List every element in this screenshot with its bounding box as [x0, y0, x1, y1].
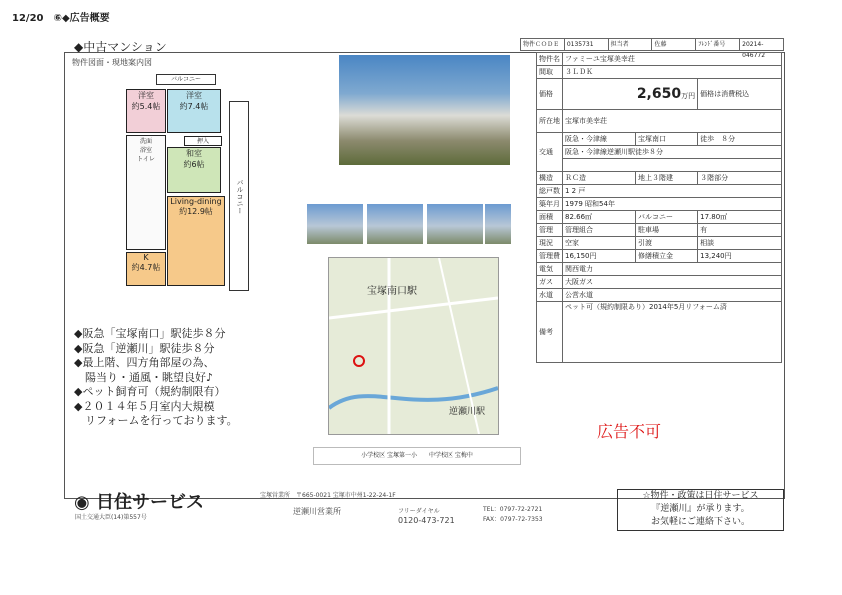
no-ad-stamp: 広告不可: [597, 422, 662, 441]
school-district: 小学校区 宝塚第一小 中学校区 宝梅中: [313, 447, 521, 465]
feature-item: ◆２０１４年５月室内大規模: [74, 399, 215, 413]
map-svg: [329, 258, 498, 434]
free-dial-label: フリーダイヤル: [398, 508, 440, 515]
feature-item: ◆ペット飼育可（規約制限有）: [74, 385, 226, 398]
thumbnail-photo: [427, 204, 483, 244]
area-map: [328, 257, 499, 435]
code-row: 物件ＣＯＤＥ 0135731 担当者 佐藤 ﾌﾚﾝﾄﾞ番号 20214-046772: [520, 38, 784, 51]
balcony-top-label: バルコニー: [156, 74, 216, 85]
logo-icon: ◉: [74, 492, 90, 513]
property-marker: [354, 356, 364, 366]
feature-list: [74, 327, 238, 429]
room-kitchen: K 約4.7帖: [126, 252, 166, 286]
thumbnail-photo: [367, 204, 423, 244]
thumbnail-photo: [307, 204, 363, 244]
section-title: ◆中古マンション: [74, 40, 167, 54]
free-dial-number: 0120-473-721: [398, 516, 455, 525]
company-detail: 宝塚営業所 〒665-0021 宝塚市中州1-22-24-1F: [260, 492, 396, 499]
property-info-table: 物件名 ファミーユ宝塚美幸荘 間取 ３ＬＤＫ 価格 2,650万円 価格は消費税込 所在地 宝塚市美幸荘 交通 阪急・今津線 宝塚南口 徒歩 ８分 阪急・今津線逆瀬川駅徒歩８分 構造 ＲＣ造 地上３階建 ３階部分 総戸数 1 2 戸 築年月 1979 昭和54年 面積 82.66㎡ バルコニー 17.80㎡ 管理 管理組合 駐車場 有 現況 空家 引渡 相談 管理費 16,150円 修繕積立金 13,240円 電気 関西電力 ガス 大阪ガス 水道 公営水道 備考 ペット可（規約制限あり）2014年5月リフォーム済: [536, 52, 782, 363]
room-wet-area: 洗面 浴室 トイレ: [126, 135, 166, 250]
balcony-side-label: バルコニー: [229, 101, 249, 291]
building-photo: [339, 55, 510, 165]
license-text: 国土交通大臣(14)第557号: [75, 514, 147, 521]
company-logo: ◉ 日住サービス: [74, 492, 204, 513]
feature-item: 陽当り・通風・眺望良好♪: [74, 370, 214, 384]
closet-label: 押入: [184, 136, 222, 146]
room-japanese: 和室 約6帖: [167, 147, 221, 193]
room-western1: 洋室 約5.4帖: [126, 89, 166, 133]
thumbnail-photo: [485, 204, 511, 244]
room-western2: 洋室 約7.4帖: [167, 89, 221, 133]
feature-item: ◆阪急「逆瀬川」駅徒歩８分: [74, 341, 215, 355]
branch-name: 逆瀬川営業所: [293, 507, 341, 516]
room-living-dining: Living-dining 約12.9帖: [167, 196, 225, 286]
fax-number: FAX：0797-72-7353: [483, 516, 543, 523]
page-header: 12/20 ⑥◆広告概要: [12, 13, 110, 24]
tel-number: TEL：0797-72-2721: [483, 506, 543, 513]
feature-item: ◆最上階、四方角部屋の為、: [74, 356, 215, 369]
feature-item: ◆阪急「宝塚南口」駅徒歩８分: [74, 327, 226, 340]
feature-item: リフォームを行っております。: [74, 414, 238, 427]
contact-note: ☆物件・政策は日住サービス 『逆瀬川』が承ります。 お気軽にご連絡下さい。: [617, 489, 784, 531]
floorplan-caption: 物件図面・現地案内図: [72, 58, 152, 67]
station2-label: 逆瀬川駅: [449, 407, 486, 417]
station1-label: 宝塚南口駅: [367, 286, 417, 297]
